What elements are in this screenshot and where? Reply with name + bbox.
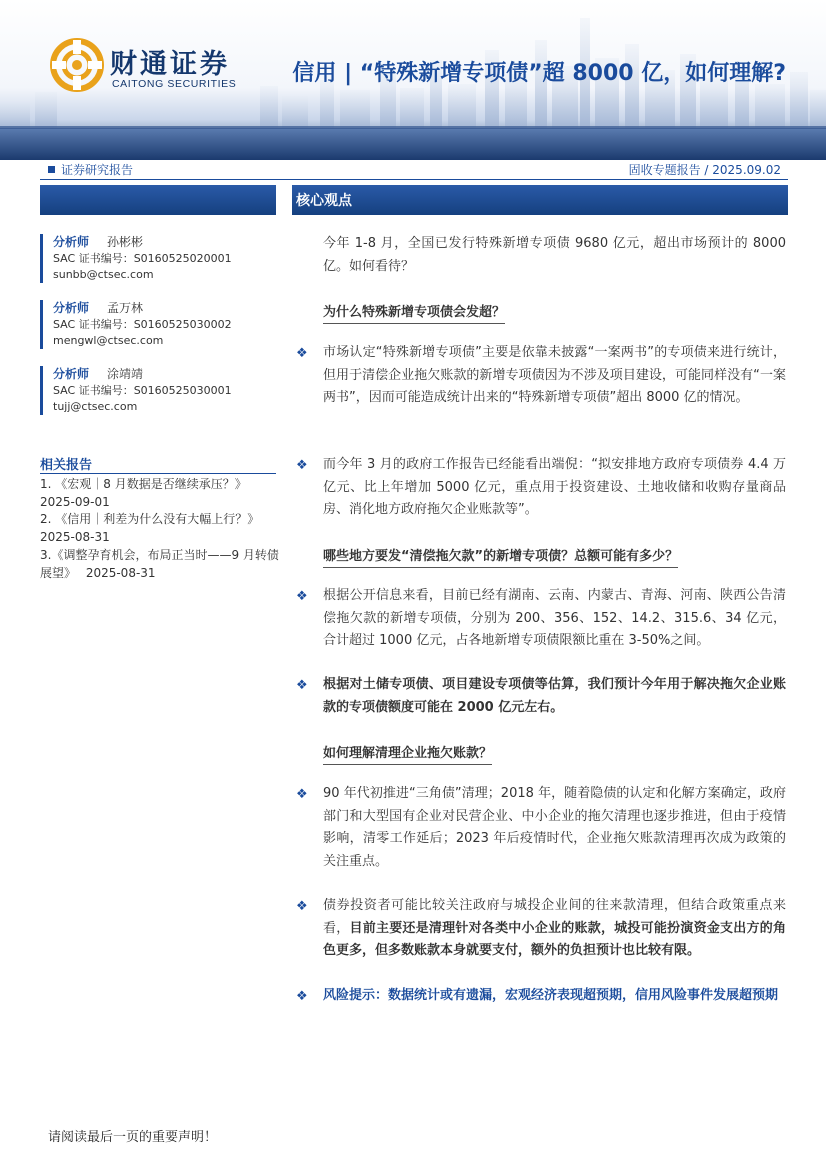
document-title: 信用 | “特殊新增专项债”超 8000 亿，如何理解? bbox=[292, 61, 786, 86]
analyst-sac-number: SAC 证书编号：S0160525020001 bbox=[53, 252, 232, 265]
related-reports-title: 相关报告 bbox=[40, 458, 93, 473]
analyst-card bbox=[40, 300, 276, 349]
related-reports-list bbox=[40, 476, 280, 582]
analyst-card bbox=[40, 234, 276, 283]
analyst-name: 孟万林 bbox=[107, 301, 144, 315]
disclaimer-note: 请阅读最后一页的重要声明！ bbox=[48, 1130, 218, 1145]
analyst-email[interactable]: mengwl@ctsec.com bbox=[53, 334, 164, 347]
diamond-bullet-icon: ❖ bbox=[296, 589, 308, 604]
bullet-paragraph: 而今年 3 月的政府工作报告已经能看出端倪：“拟安排地方政府专项债券 4.4 万亿元、比上年增加 5000 亿元，重点用于投资建设、土地收储和收购存量商品房、消化地方政府拖欠企业账款等”。 bbox=[323, 457, 786, 517]
bullet-paragraph: 90 年代初推进“三角债”清理；2018 年，随着隐债的认定和化解方案确定，政府部门和大型国有企业对民营企业、中小企业的拖欠清理也逐步推进，但由于疫情影响，清零工作延后；2023 年后疫情时代，企业拖欠账款清理再次成为政策的关注重点。 bbox=[323, 786, 786, 869]
report-type-text: 证券研究报告 bbox=[61, 163, 134, 177]
report-category-date: 固收专题报告 / 2025.09.02 bbox=[628, 163, 781, 177]
logo-english-name: CAITONG SECURITIES bbox=[112, 78, 237, 90]
section-question-1: 为什么特殊新增专项债会发超？ bbox=[323, 301, 505, 324]
intro-paragraph: 今年 1-8 月，全国已发行特殊新增专项债 9680 亿元，超出市场预计的 8000 亿。如何看待？ bbox=[323, 236, 786, 274]
core-views-header bbox=[292, 185, 788, 215]
section-question-2: 哪些地方要发“清偿拖欠款”的新增专项债？总额可能有多少？ bbox=[323, 545, 678, 568]
core-views-title: 核心观点 bbox=[296, 193, 352, 209]
divider bbox=[40, 179, 788, 180]
risk-warning: 风险提示：数据统计或有遗漏，宏观经济表现超预期，信用风险事件发展超预期 bbox=[323, 988, 779, 1003]
analyst-card bbox=[40, 366, 276, 415]
analyst-name: 涂靖靖 bbox=[107, 367, 144, 381]
bullet-text-bold: 目前主要还是清理针对各类中小企业的账款，城投可能扮演资金支出方的角色更多，但多数账款本身就要支付，额外的负担预计也比较有限。 bbox=[323, 920, 786, 958]
bullet-paragraph-bold: 根据对土储专项债、项目建设专项债等估算，我们预计今年用于解决拖欠企业账款的专项债额度可能在 2000 亿元左右。 bbox=[323, 677, 786, 715]
analyst-role: 分析师 bbox=[53, 235, 90, 249]
company-logo bbox=[50, 38, 250, 94]
left-header-bar bbox=[40, 185, 276, 215]
analyst-sac-number: SAC 证书编号：S0160525030002 bbox=[53, 318, 232, 331]
analyst-sac-number: SAC 证书编号：S0160525030001 bbox=[53, 384, 232, 397]
related-report-item[interactable]: 2. 《信用｜利差为什么没有大幅上行？》 2025-08-31 bbox=[40, 512, 260, 545]
diamond-bullet-icon: ❖ bbox=[296, 458, 308, 473]
diamond-bullet-icon: ❖ bbox=[296, 899, 308, 914]
header-banner bbox=[0, 0, 826, 160]
related-report-item[interactable]: 3.《调整孕育机会，布局正当时——9 月转债展望》 2025-08-31 bbox=[40, 547, 279, 580]
diamond-bullet-icon: ❖ bbox=[296, 346, 308, 361]
divider bbox=[40, 473, 276, 474]
related-report-item[interactable]: 1. 《宏观｜8 月数据是否继续承压？》 2025-09-01 bbox=[40, 477, 247, 509]
analyst-role: 分析师 bbox=[53, 301, 90, 315]
section-question-3: 如何理解清理企业拖欠账款？ bbox=[323, 742, 492, 765]
diamond-bullet-icon: ❖ bbox=[296, 989, 308, 1004]
diamond-bullet-icon: ❖ bbox=[296, 787, 308, 802]
logo-chinese-name: 财通证券 bbox=[110, 49, 230, 80]
bullet-paragraph: 根据公开信息来看，目前已经有湖南、云南、内蒙古、青海、河南、陕西公告清偿拖欠款的新增专项债，分别为 200、356、152、14.2、315.6、34 亿元，合计超过 1000 亿元，占各地新增专项债限额比重在 3-50%之间。 bbox=[323, 588, 786, 648]
logo-emblem-icon bbox=[50, 38, 104, 92]
analyst-email[interactable]: sunbb@ctsec.com bbox=[53, 268, 154, 281]
analyst-name: 孙彬彬 bbox=[107, 235, 144, 249]
analyst-role: 分析师 bbox=[53, 367, 90, 381]
bullet-paragraph bbox=[323, 895, 786, 963]
diamond-bullet-icon: ❖ bbox=[296, 678, 308, 693]
bullet-paragraph: 市场认定“特殊新增专项债”主要是依靠未披露“一案两书”的专项债来进行统计，但用于清偿企业拖欠账款的新增专项债因为不涉及项目建设，可能同样没有“一案两书”，因而可能造成统计出来的“特殊新增专项债”超出 8000 亿的情况。 bbox=[323, 345, 786, 405]
report-type-label bbox=[48, 161, 133, 178]
square-bullet-icon bbox=[48, 166, 55, 173]
bullet-text: 债券投资者可能比较关注政府与城投企业间的往来款清理，但结合政策重点来看， bbox=[323, 898, 786, 936]
analyst-email[interactable]: tujj@ctsec.com bbox=[53, 400, 138, 413]
